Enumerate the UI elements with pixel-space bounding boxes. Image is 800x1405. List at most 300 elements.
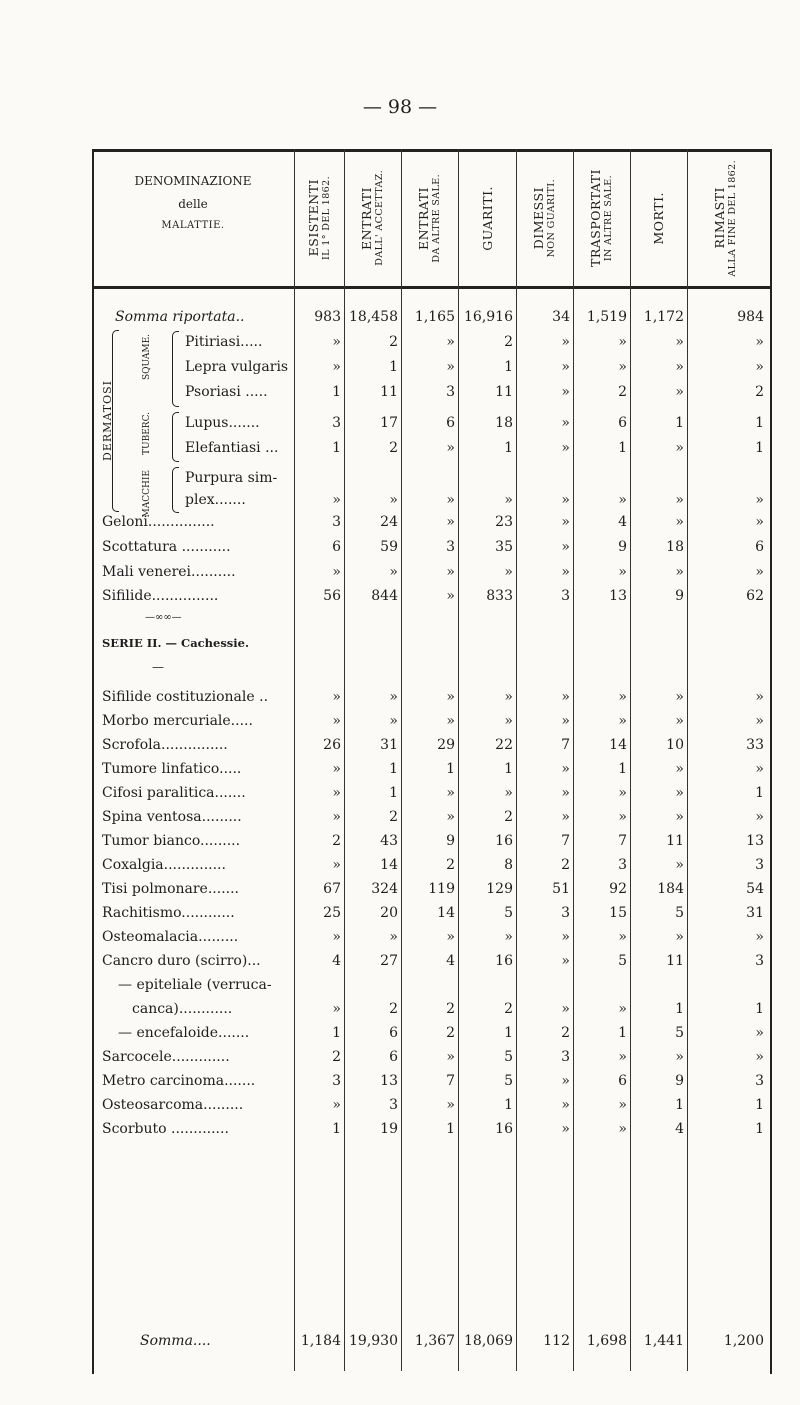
table-cell: 16,916	[464, 309, 513, 325]
column-header	[405, 158, 453, 278]
table-cell: 2	[446, 1001, 455, 1017]
table-cell: »	[755, 334, 764, 350]
table-cell: 1	[504, 359, 513, 375]
table-cell: 1	[389, 359, 398, 375]
table-cell: 51	[552, 881, 570, 897]
table-cell: 1	[618, 1025, 627, 1041]
table-cell: 11	[666, 953, 684, 969]
column-header	[295, 158, 343, 278]
table-cell: 1	[618, 440, 627, 456]
table-row	[0, 1022, 800, 1044]
table-cell: 3	[561, 905, 570, 921]
table-row	[0, 1118, 800, 1140]
table-cell: »	[618, 1121, 627, 1137]
table-cell: »	[561, 1001, 570, 1017]
table-row	[0, 1070, 800, 1092]
table-cell: »	[446, 514, 455, 530]
table-cell: »	[332, 1097, 341, 1113]
table-cell: »	[618, 1049, 627, 1065]
table-cell: 18,069	[464, 1333, 513, 1349]
table-cell: »	[561, 713, 570, 729]
table-cell: 1	[446, 761, 455, 777]
row-label: Scottatura ...........	[102, 539, 231, 555]
table-cell: 1,519	[586, 309, 627, 325]
table-cell: »	[561, 1097, 570, 1113]
column-header-sub: IL 1° DEL 1862.	[321, 176, 332, 260]
row-label: Lupus.......	[185, 415, 260, 431]
table-cell: 2	[446, 1025, 455, 1041]
table-cell: 67	[323, 881, 341, 897]
header-rule	[92, 286, 772, 289]
row-label: Coxalgia..............	[102, 857, 226, 873]
table-cell: 2	[504, 809, 513, 825]
table-cell: »	[755, 929, 764, 945]
row-label: Tumore linfatico.....	[102, 761, 242, 777]
table-cell: 17	[380, 415, 398, 431]
table-cell: »	[561, 415, 570, 431]
row-label: Osteosarcoma.........	[102, 1097, 244, 1113]
table-cell: »	[446, 1097, 455, 1113]
table-cell: 9	[675, 1073, 684, 1089]
table-cell: 5	[504, 1073, 513, 1089]
table-cell: 2	[332, 1049, 341, 1065]
table-cell: 31	[746, 905, 764, 921]
table-cell: 1	[504, 761, 513, 777]
table-cell: »	[561, 785, 570, 801]
table-row	[0, 1046, 800, 1068]
table-cell: 5	[618, 953, 627, 969]
row-label: Osteomalacia.........	[102, 929, 239, 945]
table-cell: »	[561, 539, 570, 555]
table-cell: 31	[380, 737, 398, 753]
table-cell: 1,698	[586, 1333, 627, 1349]
table-row	[0, 806, 800, 828]
table-cell: »	[561, 1073, 570, 1089]
table-cell: 29	[437, 737, 455, 753]
table-cell: »	[446, 689, 455, 705]
table-row	[0, 536, 800, 558]
table-cell: 2	[561, 1025, 570, 1041]
table-cell: 59	[380, 539, 398, 555]
table-cell: 16	[495, 953, 513, 969]
table-cell: 119	[428, 881, 455, 897]
table-cell: 8	[504, 857, 513, 873]
table-cell: »	[389, 564, 398, 580]
table-cell: 3	[332, 415, 341, 431]
table-cell: 54	[746, 881, 764, 897]
table-cell: 2	[504, 334, 513, 350]
table-cell: »	[675, 334, 684, 350]
row-label: Sarcocele.............	[102, 1049, 230, 1065]
table-cell: 1	[332, 440, 341, 456]
table-cell: 11	[666, 833, 684, 849]
table-cell: »	[618, 334, 627, 350]
table-cell: »	[332, 785, 341, 801]
table-cell: »	[446, 359, 455, 375]
table-cell: 2	[389, 334, 398, 350]
table-cell: 112	[543, 1333, 570, 1349]
header-line-2: delle	[178, 196, 208, 211]
table-cell: 18	[495, 415, 513, 431]
column-header-main: MORTI.	[650, 191, 666, 245]
table-row	[0, 974, 800, 996]
table-cell: »	[675, 857, 684, 873]
table-cell: »	[446, 785, 455, 801]
table-cell: 6	[755, 539, 764, 555]
table-cell: »	[332, 929, 341, 945]
group-label-squame: SQUAME.	[142, 334, 152, 380]
row-label: Geloni...............	[102, 514, 215, 530]
table-cell: »	[675, 440, 684, 456]
table-cell: 983	[314, 309, 341, 325]
table-cell: 34	[552, 309, 570, 325]
table-cell: 129	[486, 881, 513, 897]
table-cell: »	[755, 492, 764, 508]
table-cell: »	[755, 713, 764, 729]
table-cell: 92	[609, 881, 627, 897]
table-cell: 2	[389, 809, 398, 825]
row-label: Metro carcinoma.......	[102, 1073, 256, 1089]
table-cell: 20	[380, 905, 398, 921]
table-row	[0, 1094, 800, 1116]
table-cell: 33	[746, 737, 764, 753]
table-cell: 13	[746, 833, 764, 849]
table-row	[0, 758, 800, 780]
table-cell: 3	[332, 514, 341, 530]
table-cell: »	[675, 761, 684, 777]
row-label: Sifilide costituzionale ..	[102, 689, 269, 705]
table-cell: »	[389, 713, 398, 729]
column-header	[701, 158, 749, 278]
table-cell: »	[446, 492, 455, 508]
table-cell: 3	[755, 953, 764, 969]
table-cell: »	[618, 564, 627, 580]
table-cell: »	[332, 809, 341, 825]
table-cell: »	[755, 1049, 764, 1065]
table-cell: 1	[618, 761, 627, 777]
table-cell: 1	[332, 1025, 341, 1041]
table-cell: »	[561, 514, 570, 530]
ornament: —∞∞—	[145, 612, 182, 623]
table-cell: 7	[561, 737, 570, 753]
column-header-sub: DALL' ACCETTAZ.	[374, 170, 385, 266]
table-cell: 1,184	[300, 1333, 341, 1349]
section-dash: —	[152, 660, 164, 674]
table-cell: 5	[675, 905, 684, 921]
column-header-main: ENTRATI	[359, 186, 374, 250]
table-cell: 15	[609, 905, 627, 921]
table-cell: 3	[389, 1097, 398, 1113]
table-cell: 18,458	[349, 309, 398, 325]
column-header-main: TRASPORTATI	[588, 169, 603, 267]
table-row	[0, 381, 800, 403]
table-cell: 13	[380, 1073, 398, 1089]
table-cell: 1	[504, 440, 513, 456]
table-cell: 324	[371, 881, 398, 897]
table-row	[0, 998, 800, 1020]
table-cell: »	[561, 334, 570, 350]
table-cell: »	[332, 689, 341, 705]
table-cell: 3	[755, 857, 764, 873]
table-cell: 6	[332, 539, 341, 555]
header-line-3: MALATTIE.	[161, 219, 225, 231]
table-row	[0, 561, 800, 583]
table-row	[0, 356, 800, 378]
table-row	[0, 585, 800, 607]
row-label: Lepra vulgaris	[185, 359, 289, 375]
row-label: Sifilide...............	[102, 588, 219, 604]
table-cell: »	[675, 713, 684, 729]
table-row	[0, 511, 800, 533]
table-cell: »	[332, 492, 341, 508]
table-cell: 2	[561, 857, 570, 873]
table-row	[0, 734, 800, 756]
table-cell: 14	[380, 857, 398, 873]
table-cell: »	[618, 929, 627, 945]
table-cell: 2	[332, 833, 341, 849]
table-cell: 3	[446, 384, 455, 400]
table-cell: »	[561, 929, 570, 945]
table-cell: »	[561, 953, 570, 969]
first-column-header	[92, 170, 294, 235]
table-cell: 1,172	[643, 309, 684, 325]
table-cell: 7	[446, 1073, 455, 1089]
table-cell: »	[675, 1049, 684, 1065]
table-cell: »	[504, 492, 513, 508]
table-cell: 184	[657, 881, 684, 897]
table-cell: 18	[666, 539, 684, 555]
table-cell: 9	[675, 588, 684, 604]
table-row	[0, 331, 800, 353]
table-cell: »	[675, 564, 684, 580]
group-label-tuberc: TUBERC.	[142, 412, 152, 455]
column-header-sub: DA ALTRE SALE.	[431, 173, 442, 263]
table-cell: »	[332, 1001, 341, 1017]
table-cell: 16	[495, 1121, 513, 1137]
table-cell: 1	[504, 1025, 513, 1041]
table-cell: 6	[618, 1073, 627, 1089]
series-title: SERIE II. — Cachessie.	[102, 636, 249, 650]
table-cell: 27	[380, 953, 398, 969]
table-cell: »	[618, 713, 627, 729]
table-cell: 16	[495, 833, 513, 849]
table-cell: 43	[380, 833, 398, 849]
table-cell: »	[561, 492, 570, 508]
table-cell: 19	[380, 1121, 398, 1137]
table-cell: »	[504, 713, 513, 729]
table-cell: 24	[380, 514, 398, 530]
table-cell: »	[618, 492, 627, 508]
table-cell: »	[675, 689, 684, 705]
table-row	[0, 686, 800, 708]
table-cell: 984	[737, 309, 764, 325]
table-cell: 14	[437, 905, 455, 921]
table-cell: 1	[332, 384, 341, 400]
table-cell: 9	[618, 539, 627, 555]
table-cell: »	[755, 514, 764, 530]
table-cell: »	[332, 761, 341, 777]
column-header	[520, 158, 568, 278]
row-label: Scorbuto .............	[102, 1121, 229, 1137]
column-header-sub: IN ALTRE SALE.	[603, 174, 614, 262]
table-cell: »	[332, 334, 341, 350]
table-row	[0, 306, 800, 328]
table-cell: »	[332, 564, 341, 580]
column-header-main: DIMESSI	[531, 186, 546, 250]
table-cell: 5	[504, 1049, 513, 1065]
table-cell: 19,930	[349, 1333, 398, 1349]
table-cell: 56	[323, 588, 341, 604]
table-cell: 1	[755, 785, 764, 801]
table-cell: »	[389, 929, 398, 945]
column-header-main: RIMASTI	[712, 187, 727, 249]
table-cell: 1	[446, 1121, 455, 1137]
table-cell: »	[446, 1049, 455, 1065]
table-cell: »	[675, 492, 684, 508]
table-row	[0, 950, 800, 972]
page-number: — 98 —	[362, 96, 438, 118]
table-cell: 1	[675, 1001, 684, 1017]
table-cell: 3	[561, 1049, 570, 1065]
row-label: Scrofola...............	[102, 737, 228, 753]
table-cell: 1,200	[723, 1333, 764, 1349]
row-label: Somma riportata..	[115, 309, 245, 325]
row-label: Tisi polmonare.......	[102, 881, 239, 897]
column-header-main: ENTRATI	[416, 186, 431, 250]
table-cell: 22	[495, 737, 513, 753]
table-cell: 25	[323, 905, 341, 921]
column-header-sub: ALLA FINE DEL 1862.	[727, 159, 738, 277]
table-cell: »	[446, 588, 455, 604]
table-cell: 35	[495, 539, 513, 555]
table-cell: 10	[666, 737, 684, 753]
table-cell: »	[504, 689, 513, 705]
table-cell: »	[446, 713, 455, 729]
table-row	[0, 412, 800, 434]
table-cell: »	[618, 785, 627, 801]
table-cell: »	[618, 359, 627, 375]
table-cell: 13	[609, 588, 627, 604]
row-label: plex.......	[185, 492, 246, 508]
table-cell: 1	[675, 1097, 684, 1113]
table-cell: 3	[755, 1073, 764, 1089]
row-label: Rachitismo............	[102, 905, 235, 921]
table-cell: »	[332, 713, 341, 729]
row-label: — encefaloide.......	[118, 1025, 250, 1041]
column-header-main: GUARITI.	[479, 185, 495, 251]
table-cell: 23	[495, 514, 513, 530]
row-label: canca)............	[132, 1001, 233, 1017]
table-cell: »	[618, 1001, 627, 1017]
table-cell: »	[755, 809, 764, 825]
table-cell: »	[755, 359, 764, 375]
table-cell: »	[561, 384, 570, 400]
table-row	[0, 782, 800, 804]
row-label: Tumor bianco.........	[102, 833, 241, 849]
column-header-main: ESISTENTI	[306, 179, 321, 257]
column-header	[577, 158, 625, 278]
row-label: Morbo mercuriale.....	[102, 713, 253, 729]
table-cell: »	[504, 929, 513, 945]
table-cell: »	[332, 857, 341, 873]
table-cell: »	[332, 359, 341, 375]
table-cell: 4	[446, 953, 455, 969]
table-cell: »	[675, 514, 684, 530]
table-cell: 6	[389, 1049, 398, 1065]
table-cell: »	[504, 785, 513, 801]
table-cell: »	[561, 564, 570, 580]
table-cell: »	[675, 384, 684, 400]
table-cell: 1	[755, 1001, 764, 1017]
table-cell: »	[618, 809, 627, 825]
table-cell: »	[675, 809, 684, 825]
table-cell: »	[755, 761, 764, 777]
table-cell: »	[561, 440, 570, 456]
table-cell: »	[675, 785, 684, 801]
table-cell: 7	[561, 833, 570, 849]
table-cell: »	[561, 761, 570, 777]
table-cell: 6	[618, 415, 627, 431]
column-header	[348, 158, 396, 278]
table-cell: »	[618, 1097, 627, 1113]
table-cell: 2	[389, 440, 398, 456]
table-cell: »	[389, 492, 398, 508]
table-cell: 1	[389, 761, 398, 777]
table-row	[0, 878, 800, 900]
row-label: Elefantiasi ...	[185, 440, 279, 456]
table-cell: 62	[746, 588, 764, 604]
row-label: Psoriasi .....	[185, 384, 268, 400]
header-line-1: DENOMINAZIONE	[134, 174, 252, 188]
table-cell: »	[561, 1121, 570, 1137]
table-row	[0, 467, 800, 489]
column-header	[463, 158, 511, 278]
table-row	[0, 489, 800, 511]
table-cell: 14	[609, 737, 627, 753]
table-cell: 1	[755, 415, 764, 431]
table-cell: 4	[332, 953, 341, 969]
table-cell: 1	[755, 1121, 764, 1137]
table-row	[0, 902, 800, 924]
table-cell: 2	[446, 857, 455, 873]
table-cell: 2	[618, 384, 627, 400]
table-cell: 1,367	[414, 1333, 455, 1349]
table-cell: 4	[618, 514, 627, 530]
table-cell: »	[618, 689, 627, 705]
row-label: Mali venerei..........	[102, 564, 236, 580]
table-cell: 1	[504, 1097, 513, 1113]
table-cell: 833	[486, 588, 513, 604]
table-row	[0, 1330, 800, 1352]
table-cell: 2	[389, 1001, 398, 1017]
table-row	[0, 437, 800, 459]
table-cell: »	[561, 359, 570, 375]
row-label: Cancro duro (scirro)...	[102, 953, 261, 969]
table-row	[0, 830, 800, 852]
table-cell: »	[561, 809, 570, 825]
table-cell: 2	[504, 1001, 513, 1017]
row-label: Purpura sim-	[185, 470, 278, 486]
table-cell: 6	[389, 1025, 398, 1041]
table-cell: 1,165	[414, 309, 455, 325]
table-row	[0, 854, 800, 876]
table-cell: 1	[755, 1097, 764, 1113]
table-cell: »	[755, 564, 764, 580]
table-cell: »	[755, 1025, 764, 1041]
column-header	[634, 158, 682, 278]
table-cell: 3	[332, 1073, 341, 1089]
row-label: Pitiriasi.....	[185, 334, 263, 350]
